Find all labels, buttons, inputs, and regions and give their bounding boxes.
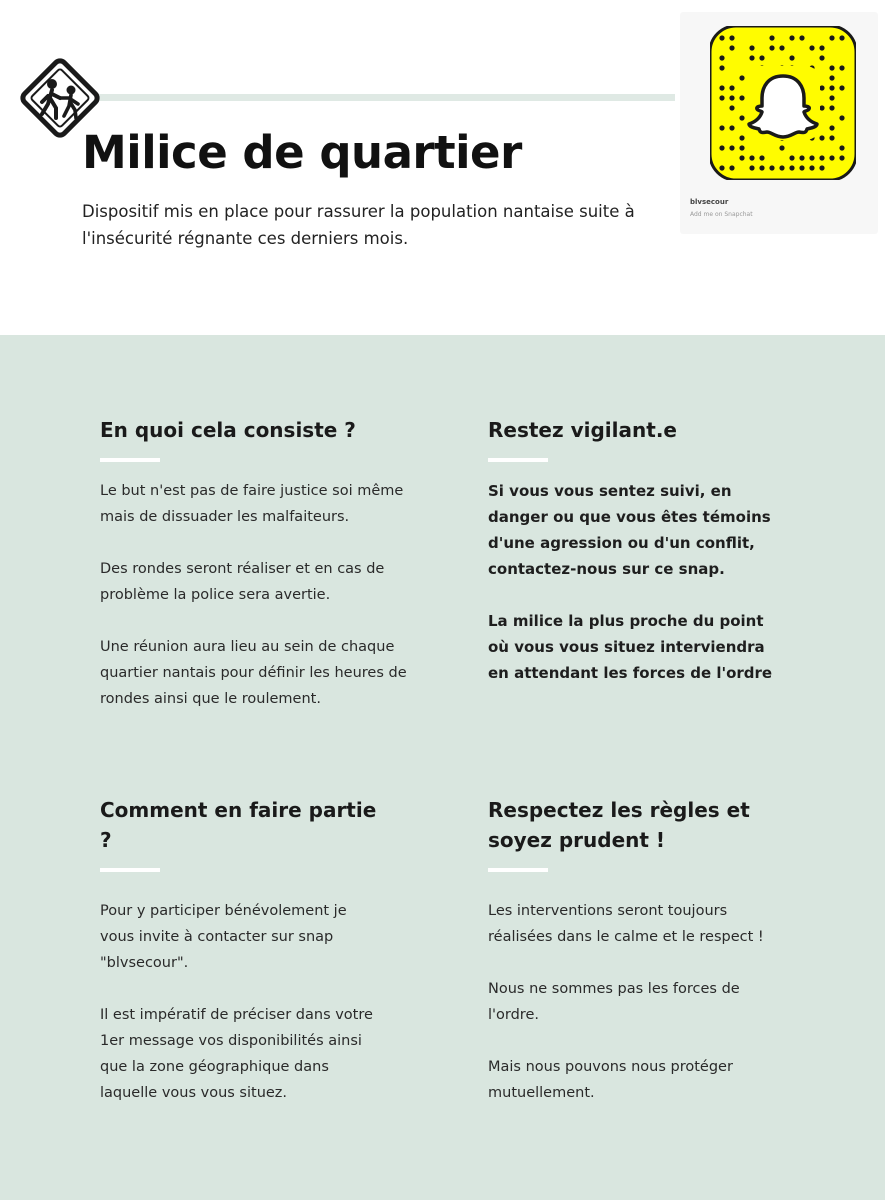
section-paragraph: Une réunion aura lieu au sein de chaque quartier nantais pour définir les heures de rondes ainsi que le roulement. [100, 639, 407, 707]
section-regles [488, 795, 788, 1106]
section-consiste [100, 415, 420, 712]
section-heading: Comment en faire partie ? [100, 798, 377, 852]
snapcode-card [680, 12, 878, 234]
page-title: Milice de quartier [82, 126, 522, 179]
section-partie [100, 795, 380, 1106]
section-paragraph: Les interventions seront toujours réalisées dans le calme et le respect ! [488, 903, 764, 945]
section-heading: En quoi cela consiste ? [100, 418, 356, 442]
section-paragraph: Des rondes seront réaliser et en cas de problème la police sera avertie. [100, 561, 385, 603]
section-paragraph: La milice la plus proche du point où vous vous situez interviendra en attendant les forces de l'ordre [488, 612, 773, 682]
section-vigilant [488, 415, 778, 686]
section-paragraph: Si vous vous sentez suivi, en danger ou que vous êtes témoins d'une agression ou d'un conflit, contactez-nous sur ce snap. [488, 482, 771, 578]
page-subtitle: Dispositif mis en place pour rassurer la population nantaise suite à l'insécurité régnante ces derniers mois. [82, 202, 635, 248]
section-paragraph: Il est impératif de préciser dans votre 1er message vos disponibilités ainsi que la zone géographique dans laquelle vous vous situez. [100, 1007, 373, 1101]
info-panel [0, 335, 885, 1200]
section-paragraph: Pour y participer bénévolement je vous invite à contacter sur snap "blvsecour". [100, 903, 347, 971]
section-paragraph: Mais nous pouvons nous protéger mutuellement. [488, 1059, 733, 1101]
section-heading: Respectez les règles et soyez prudent ! [488, 798, 750, 852]
header-divider [70, 94, 675, 101]
snapchat-ghost-icon [710, 26, 856, 180]
section-paragraph: Nous ne sommes pas les forces de l'ordre. [488, 981, 740, 1023]
section-paragraph: Le but n'est pas de faire justice soi même mais de dissuader les malfaiteurs. [100, 483, 404, 525]
header [0, 0, 885, 335]
snap-add-text: Add me on Snapchat [690, 211, 753, 218]
section-heading: Restez vigilant.e [488, 418, 677, 442]
snap-username: blvsecour [690, 198, 729, 206]
